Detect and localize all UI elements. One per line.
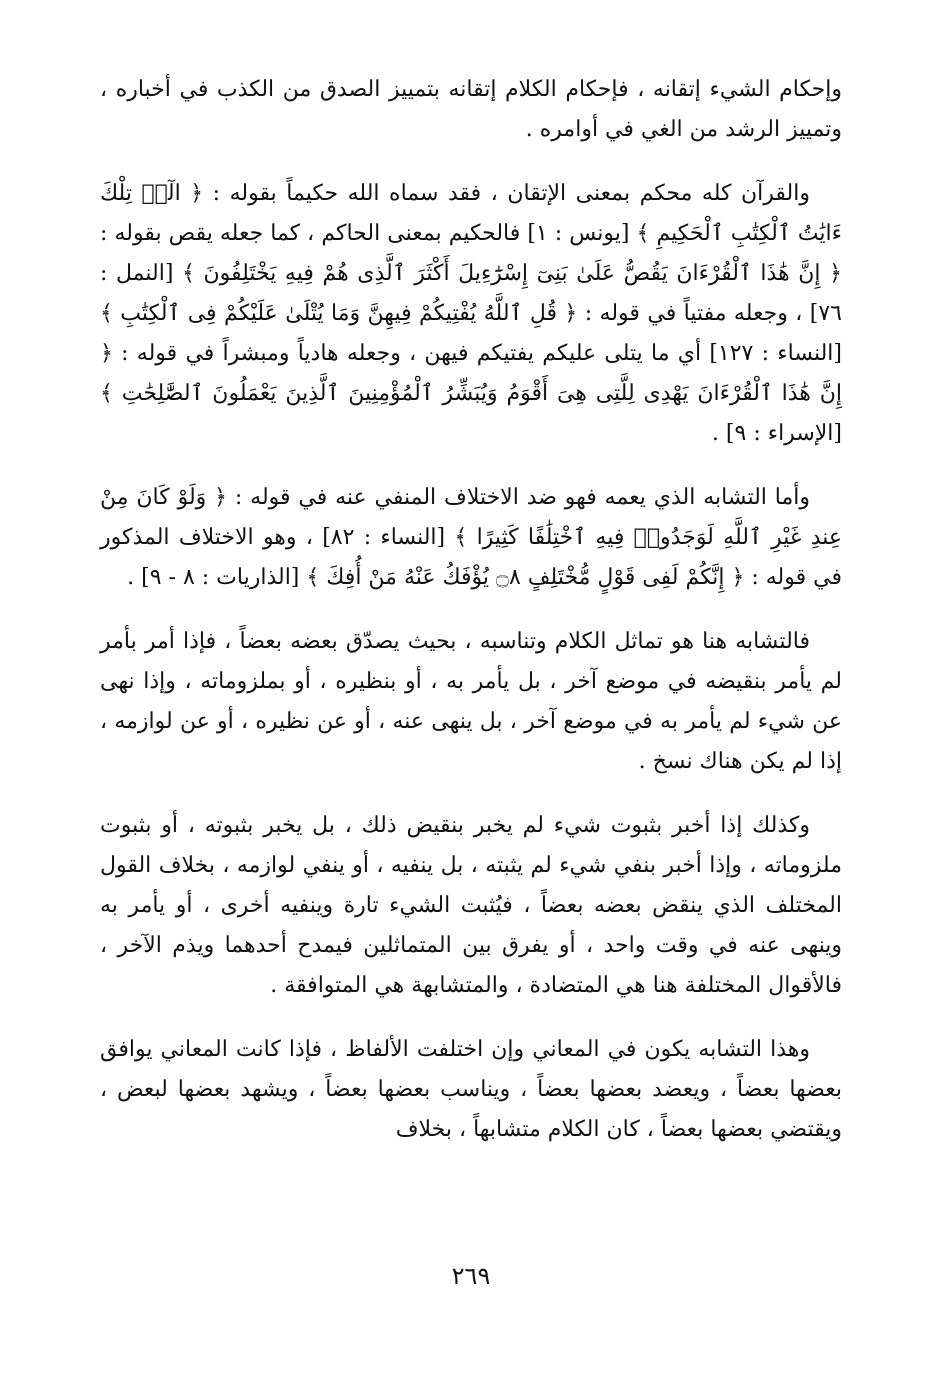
paragraph-6: وهذا التشابه يكون في المعاني وإن اختلفت الألفاظ ، فإذا كانت المعاني يوافق بعضها بعضاً ، ويعضد بعضها بعضاً ، ويناسب بعضها بعضاً ، ويشهد بعضها لبعض ، ويقتضي بعضها بعضاً ، كان الكلام متشابهاً ، بخلاف [100,1037,842,1142]
page-body [100,70,842,1174]
paragraph-2: والقرآن كله محكم بمعنى الإتقان ، فقد سماه الله حكيماً بقوله : ﴿ الٓرۚ تِلْكَ ءَايَٰتُ ٱلْكِتَٰبِ ٱلْحَكِيمِ ﴾ [يونس : ١] فالحكيم بمعنى الحاكم ، كما جعله يقص بقوله : ﴿ إِنَّ هَٰذَا ٱلْقُرْءَانَ يَقُصُّ عَلَىٰ بَنِىٓ إِسْرَٰٓءِيلَ أَكْثَرَ ٱلَّذِى هُمْ فِيهِ يَخْتَلِفُونَ ﴾ [النمل : ٧٦] ، وجعله مفتياً في قوله : ﴿ قُلِ ٱللَّهُ يُفْتِيكُمْ فِيهِنَّ وَمَا يُتْلَىٰ عَلَيْكُمْ فِى ٱلْكِتَٰبِ ﴾ [النساء : ١٢٧] أي ما يتلى عليكم يفتيكم فيهن ، وجعله هادياً ومبشراً في قوله : ﴿ إِنَّ هَٰذَا ٱلْقُرْءَانَ يَهْدِى لِلَّتِى هِىَ أَقْوَمُ وَيُبَشِّرُ ٱلْمُؤْمِنِينَ ٱلَّذِينَ يَعْمَلُونَ ٱلصَّٰلِحَٰتِ ﴾ [الإسراء : ٩] . [100,181,843,446]
paragraph-1: وإحكام الشيء إتقانه ، فإحكام الكلام إتقانه بتمييز الصدق من الكذب في أخباره ، وتمييز الرشد من الغي في أوامره . [100,77,842,142]
paragraph-5: وكذلك إذا أخبر بثبوت شيء لم يخبر بنقيض ذلك ، بل يخبر بثبوته ، أو بثبوت ملزوماته ، وإذا أخبر بنفي شيء لم يثبته ، بل ينفيه ، أو ينفي لوازمه ، بخلاف القول المختلف الذي ينقض بعضه بعضاً ، فيُثبت الشيء تارة وينفيه أخرى ، أو يأمر به وينهى عنه في وقت واحد ، أو يفرق بين المتماثلين فيمدح أحدهما ويذم الآخر ، فالأقوال المختلفة هنا هي المتضادة ، والمتشابهة هي المتوافقة . [100,813,842,998]
page-number: ٢٦٩ [451,1262,491,1290]
paragraph-4: فالتشابه هنا هو تماثل الكلام وتناسبه ، بحيث يصدّق بعضه بعضاً ، فإذا أمر بأمر لم يأمر بنقيضه في موضع آخر ، بل يأمر به ، أو بنظيره ، أو بملزوماته ، وإذا نهى عن شيء لم يأمر به في موضع آخر ، بل ينهى عنه ، أو عن نظيره ، أو عن لوازمه ، إذا لم يكن هناك نسخ . [100,629,842,774]
paragraph-3: وأما التشابه الذي يعمه فهو ضد الاختلاف المنفي عنه في قوله : ﴿ وَلَوْ كَانَ مِنْ عِندِ غَيْرِ ٱللَّهِ لَوَجَدُوا۟ فِيهِ ٱخْتِلَٰفًا كَثِيرًا ﴾ [النساء : ٨٢] ، وهو الاختلاف المذكور في قوله : ﴿ إِنَّكُمْ لَفِى قَوْلٍ مُّخْتَلِفٍ ۝٨ يُؤْفَكُ عَنْهُ مَنْ أُفِكَ ﴾ [الذاريات : ٨ - ٩] . [100,485,843,590]
